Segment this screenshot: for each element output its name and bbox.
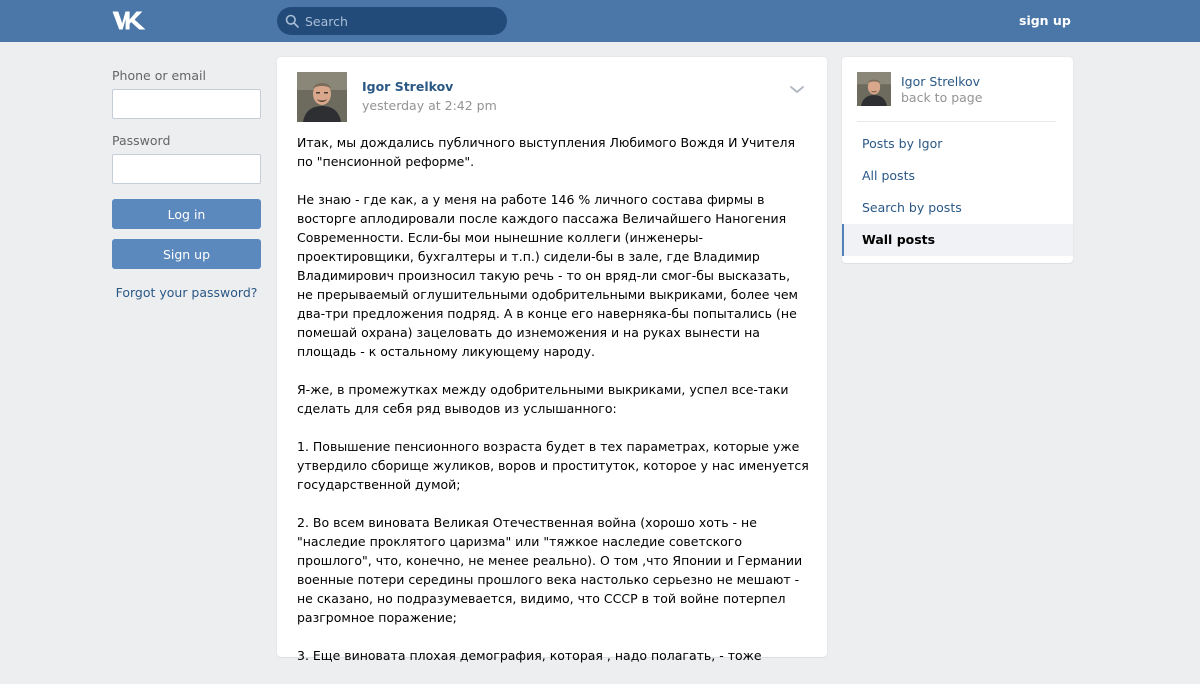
forgot-password-link[interactable]: Forgot your password? [115, 285, 258, 300]
search-input[interactable] [305, 14, 495, 29]
post-paragraph: Я-же, в промежутках между одобрительными выкриками, успел все-таки сделать для себя ряд выводов из услышанного: [297, 382, 789, 416]
post-paragraph: Не знаю - где как, а у меня на работе 146 % личного состава фирмы в восторге аплодировали после каждого пассажа Величайшего Наногения Современности. Если-бы мои нынешние коллеги (инженеры-проектировщики, бухгалтеры и т.п.) сидели-бы в зале, где Владимир Владимирович произносил такую речь - то он вряд-ли смог-бы высказать, не прерываемый оглушительными одобрительными выкриками, более чем два-три предложения подряд. А в конце его наверняка-бы попытались (не помешай охрана) зацеловать до изнеможения и на руках вынести на площадь - к остальному ликующему народу. [297, 192, 798, 359]
post-paragraph: 2. Во всем виновата Великая Отечественная война (хорошо хоть - не "наследие проклятого царизма" или "тяжкое наследие советского прошлого", что, конечно, не менее реально). О том ,что Японии и Германии военные потери середины прошлого века настолько серьезно не мешают - не сказано, но подразумевается, видимо, что СССР в той войне потерпел разгромное поражение; [297, 515, 803, 625]
wall-sidebar [842, 57, 1073, 263]
post-paragraph: Итак, мы дождались публичного выступления Любимого Вождя И Учителя по "пенсионной реформе". [297, 135, 796, 169]
menu-item-posts-by-owner[interactable]: Posts by Igor [862, 136, 943, 151]
sidebar-owner-name[interactable]: Igor Strelkov [901, 74, 981, 89]
post-timestamp[interactable]: yesterday at 2:42 pm [362, 98, 497, 113]
search-box[interactable] [277, 7, 507, 35]
wall-post [277, 57, 827, 663]
sidebar-divider [857, 121, 1056, 122]
login-form [112, 68, 261, 300]
post-paragraph: 1. Повышение пенсионного возраста будет в тех параметрах, которые уже утвердило сборище жуликов, воров и проституток, которое у нас именуется государственной думой; [297, 439, 809, 492]
post-author-link[interactable]: Igor Strelkov [362, 79, 454, 94]
phone-email-input[interactable] [112, 89, 261, 119]
phone-label: Phone or email [112, 68, 206, 83]
login-button[interactable]: Log in [112, 199, 261, 229]
post-body [297, 133, 809, 684]
password-label: Password [112, 133, 171, 148]
password-input[interactable] [112, 154, 261, 184]
chevron-down-icon[interactable] [789, 81, 805, 97]
post-paragraph: 3. Еще виновата плохая демография, которая , надо полагать, - тоже [297, 648, 762, 663]
author-avatar[interactable] [297, 72, 347, 122]
back-to-page-link[interactable]: back to page [901, 90, 983, 105]
vk-logo-icon[interactable] [112, 10, 146, 31]
wall-filter-menu [842, 128, 1073, 256]
menu-item-wall-posts[interactable]: Wall posts [842, 224, 1073, 256]
signup-button[interactable]: Sign up [112, 239, 261, 269]
menu-item-all-posts[interactable]: All posts [862, 168, 915, 183]
header-signup-link[interactable]: sign up [1019, 13, 1071, 28]
sidebar-avatar[interactable] [857, 72, 891, 106]
search-icon [285, 14, 299, 28]
top-header [0, 0, 1200, 42]
menu-item-search-posts[interactable]: Search by posts [862, 200, 962, 215]
